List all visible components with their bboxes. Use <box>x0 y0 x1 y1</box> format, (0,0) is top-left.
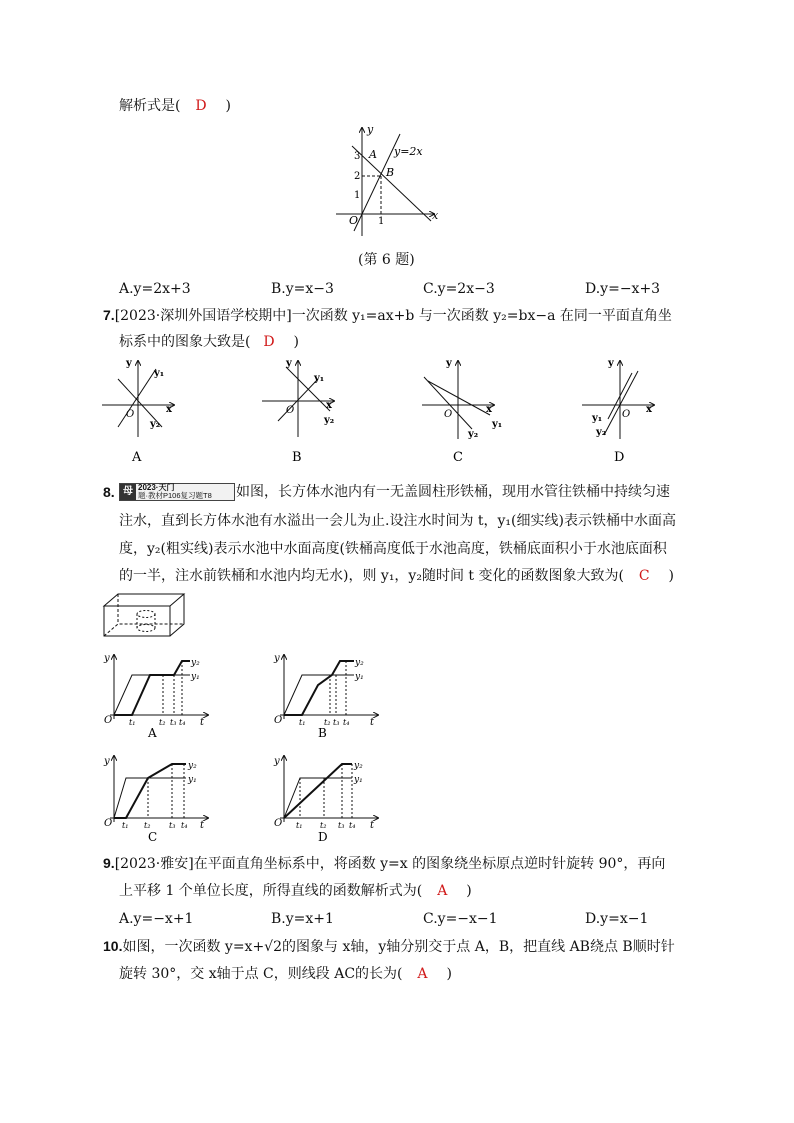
q8-label-d[interactable]: D <box>318 830 328 844</box>
q8-label-b[interactable]: B <box>318 726 327 740</box>
svg-text:y₁: y₁ <box>191 672 200 682</box>
svg-text:y: y <box>274 653 280 664</box>
q9-option-c[interactable]: C.y=−x−1 <box>423 911 498 927</box>
svg-text:t: t <box>200 820 205 831</box>
q7-graph-b <box>262 355 342 465</box>
svg-text:y₁: y₁ <box>354 775 363 785</box>
svg-text:O: O <box>622 409 631 420</box>
svg-text:y: y <box>286 358 292 369</box>
q8-label-c[interactable]: C <box>148 830 158 844</box>
svg-text:y: y <box>104 756 110 767</box>
svg-text:t₃: t₃ <box>170 718 177 727</box>
svg-text:y: y <box>446 358 452 369</box>
q8-answer: C <box>638 568 650 584</box>
q7-label-d[interactable]: D <box>614 450 625 465</box>
svg-text:t₂: t₂ <box>324 718 331 727</box>
q7-label-b[interactable]: B <box>292 450 302 465</box>
q8-tank-figure <box>102 592 188 640</box>
svg-text:x: x <box>646 404 652 415</box>
svg-text:y: y <box>274 756 280 767</box>
svg-text:t₃: t₃ <box>338 821 345 830</box>
svg-text:y₁: y₁ <box>188 775 197 785</box>
svg-text:y₁: y₁ <box>314 373 325 384</box>
svg-text:y₂: y₂ <box>150 419 161 430</box>
tick-2: 2 <box>354 171 361 182</box>
svg-text:t: t <box>370 717 375 728</box>
q7-line1: 7.[2023·深圳外国语学校期中]一次函数 y₁=ax+b 与一次函数 y₂=bx−a 在同一平面直角坐 <box>103 307 672 324</box>
svg-text:O: O <box>104 715 113 726</box>
q8-graph-c <box>100 752 212 844</box>
svg-text:y: y <box>608 358 614 369</box>
svg-text:t: t <box>370 820 375 831</box>
svg-text:y₂: y₂ <box>324 415 335 426</box>
q7-answer: D <box>263 334 275 350</box>
svg-text:y₂: y₂ <box>596 427 607 438</box>
q9-number: 9. <box>103 855 115 871</box>
q9-line1: 9.[2023·雅安]在平面直角坐标系中，将函数 y=x 的图象绕坐标原点逆时针旋转 90°，再向 <box>103 855 666 872</box>
q8-number: 8. <box>103 484 115 500</box>
q7-label-a[interactable]: A <box>132 450 142 465</box>
q10-line1: 10.如图，一次函数 y=x+√2的图象与 x轴，y轴分别交于点 A，B，把直线 AB绕点 B顺时针 <box>103 938 675 955</box>
label-y2x: y=2x <box>394 145 423 158</box>
svg-text:y₁: y₁ <box>355 672 364 682</box>
q9-option-b[interactable]: B.y=x+1 <box>271 911 334 927</box>
q9-options <box>119 909 679 929</box>
q7d-line-y1 <box>604 371 638 435</box>
q8a-y2-line <box>114 661 190 715</box>
svg-text:y₂: y₂ <box>188 761 197 771</box>
q7-graph-c <box>420 355 505 465</box>
q6-option-c[interactable]: C.y=2x−3 <box>423 281 495 297</box>
q8-graph-d <box>270 752 382 844</box>
q7-line2: 标系中的图象大致是( D ) <box>119 334 299 350</box>
svg-text:y₁: y₁ <box>592 413 603 424</box>
q7-graph-d <box>582 355 662 465</box>
svg-text:t₁: t₁ <box>129 718 136 727</box>
svg-text:t₂: t₂ <box>320 821 327 830</box>
q6-lead: 解析式是( <box>119 98 181 114</box>
q8b-y1-line <box>284 675 354 715</box>
q8b-y2-line <box>284 661 354 715</box>
svg-text:O: O <box>444 409 453 420</box>
q9-answer: A <box>437 883 448 899</box>
svg-text:x: x <box>166 404 172 415</box>
q8-line4: 的一半，注水前铁桶和水池内均无水)，则 y₁，y₂随时间 t 变化的函数图象大致为( C ) <box>119 568 674 584</box>
q6-figure <box>330 120 445 242</box>
x-tick-1: 1 <box>378 216 385 227</box>
svg-text:O: O <box>274 715 283 726</box>
svg-text:O: O <box>286 405 295 416</box>
svg-text:t₂: t₂ <box>144 821 151 830</box>
q8-graph-b <box>270 651 382 741</box>
q8c-y2-line <box>114 764 186 818</box>
label-x: x <box>432 209 439 222</box>
mother-question-icon: 母 <box>120 484 136 500</box>
svg-text:x: x <box>486 404 492 415</box>
q8c-y1-line <box>114 778 186 818</box>
svg-text:y₂: y₂ <box>355 658 364 668</box>
q10-number: 10. <box>103 938 123 954</box>
q7-label-c[interactable]: C <box>453 450 463 465</box>
q7-number: 7. <box>103 307 115 323</box>
svg-text:t₂: t₂ <box>159 718 166 727</box>
svg-text:O: O <box>126 409 135 420</box>
q7c-line-y2 <box>424 377 472 429</box>
q6-options <box>119 279 679 299</box>
tick-3: 3 <box>354 151 361 162</box>
svg-text:t₁: t₁ <box>296 821 303 830</box>
q6-option-d[interactable]: D.y=−x+3 <box>585 281 661 297</box>
q9-option-a[interactable]: A.y=−x+1 <box>119 911 194 927</box>
q6-caption: (第 6 题) <box>358 252 415 268</box>
svg-text:y₂: y₂ <box>468 429 479 440</box>
q6-stem: 解析式是( D ) <box>119 98 231 114</box>
svg-text:O: O <box>104 818 113 829</box>
q9-line2: 上平移 1 个单位长度，所得直线的函数解析式为( A ) <box>119 883 472 899</box>
q6-answer: D <box>195 98 207 114</box>
svg-text:y₁: y₁ <box>154 368 165 379</box>
svg-text:t₁: t₁ <box>299 718 306 727</box>
svg-text:t₁: t₁ <box>122 821 129 830</box>
q10-answer: A <box>417 966 428 982</box>
svg-text:t₄: t₄ <box>179 718 186 727</box>
svg-text:y₁: y₁ <box>492 419 503 430</box>
svg-text:y: y <box>104 653 110 664</box>
q8-line2: 注水，直到长方体水池有水溢出一会儿为止.设注水时间为 t，y₁(细实线)表示铁桶中水面高 <box>119 513 676 529</box>
q8-source-badge[interactable]: 母 2023·天门 题·教材P106复习题T8 <box>119 483 235 501</box>
svg-text:t₃: t₃ <box>333 718 340 727</box>
svg-text:x: x <box>326 400 332 411</box>
q8-label-a[interactable]: A <box>148 726 157 740</box>
label-origin: O <box>349 214 359 227</box>
q7c-line-y1 <box>428 381 490 415</box>
q8-graph-a <box>100 651 212 741</box>
svg-text:O: O <box>274 818 283 829</box>
q7-graph-a <box>102 355 182 465</box>
tick-1: 1 <box>354 190 361 201</box>
label-point-b: B <box>386 166 395 179</box>
svg-text:t: t <box>200 717 205 728</box>
svg-text:t₃: t₃ <box>169 821 176 830</box>
svg-text:t₄: t₄ <box>343 718 350 727</box>
label-y: y <box>367 123 374 136</box>
svg-text:y₂: y₂ <box>191 658 200 668</box>
q6-option-a[interactable]: A.y=2x+3 <box>119 281 191 297</box>
q8-line1: 如图，长方体水池内有一无盖圆柱形铁桶，现用水管往铁桶中持续匀速 <box>236 484 670 500</box>
q6-option-b[interactable]: B.y=x−3 <box>271 281 334 297</box>
svg-text:y₂: y₂ <box>354 761 363 771</box>
q10-line2: 旋转 30°，交 x轴于点 C，则线段 AC的长为( A ) <box>119 966 452 982</box>
svg-text:y: y <box>126 358 132 369</box>
q9-option-d[interactable]: D.y=x−1 <box>585 911 649 927</box>
q8-line3: 度，y₂(粗实线)表示水池中水面高度(铁桶高度低于水池高度，铁桶底面积小于水池底面积 <box>119 541 667 557</box>
q8a-y1-line <box>114 675 190 715</box>
svg-text:t₄: t₄ <box>349 821 356 830</box>
label-point-a: A <box>369 148 377 161</box>
svg-text:t₄: t₄ <box>181 821 188 830</box>
